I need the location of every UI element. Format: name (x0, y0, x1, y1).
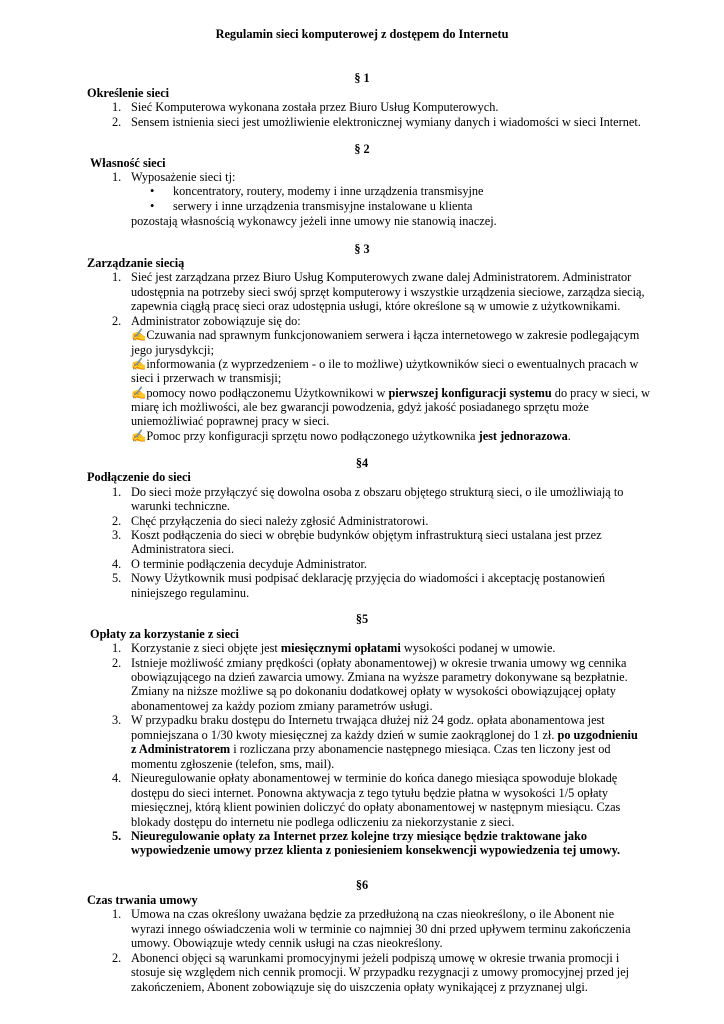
list-item-line: Istnieje możliwość zmiany prędkości (opłaty abonamentowej) w okresie trwania umowy wg cennika (131, 656, 627, 670)
list-number: 1. (112, 485, 122, 499)
list-number: 5. (112, 571, 122, 585)
duty-line: ✍Pomoc przy konfiguracji sprzętu nowo podłączonego użytkownika jest jednorazowa. (131, 429, 571, 443)
section-3-sign: § 3 (354, 242, 370, 256)
document-title: Regulamin sieci komputerowej z dostępem do Internetu (215, 27, 509, 41)
list-item: Wyposażenie sieci tj: (131, 170, 236, 184)
hand-icon: ✍ (131, 429, 147, 443)
hand-icon: ✍ (131, 328, 147, 342)
list-item-line: Nieuregulowanie opłaty abonamentowej w terminie do końca danego miesiąca spowoduje blokadę (131, 771, 618, 785)
list-item-line: niniejszego regulaminu. (131, 586, 250, 600)
duty-line: miarę ich możliwości, ale bez gwarancji powodzenia, gdyż jakość posiadanego sprzętu może (131, 400, 589, 414)
list-number: 4. (112, 771, 122, 785)
list-item-line: obowiązującego na dzień zawarcia umowy. Zmiana na wyższe parametry dokonywane są bezpłatnie. (131, 670, 628, 684)
section-6-heading: Czas trwania umowy (87, 893, 198, 907)
list-item-line: dostępu do sieci internet. Ponowna aktywacja z tego tytułu będzie płatna w wysokości 1/5 opłaty (131, 786, 609, 800)
list-item-line: Do sieci może przyłączyć się dowolna osoba z obszaru objętego strukturą sieci, o ile umożliwiają to (131, 485, 624, 499)
list-item: Sieć Komputerowa wykonana została przez Biuro Usług Komputerowych. (131, 100, 499, 114)
section-1-sign: § 1 (354, 71, 370, 85)
list-item-line: Chęć przyłączenia do sieci należy zgłosić Administratorowi. (131, 514, 429, 528)
duty-line: ✍pomocy nowo podłączonemu Użytkownikowi w pierwszej konfiguracji systemu do pracy w sieci, w (131, 386, 651, 400)
section-6-sign: §6 (355, 878, 369, 892)
list-number: 2. (112, 951, 122, 965)
list-number: 1. (112, 270, 122, 284)
list-item-line: zapewnia ciągłą pracę sieci oraz udostępnia usługi, które określone są w umowie z użytkownikami. (131, 299, 621, 313)
list-item-line: abonamentowej za każdy poziom zmiany parametrów usługi. (131, 699, 433, 713)
list-item-line: miesięcznej, którą klient powinien doliczyć do opłaty abonamentowej w następnym miesiącu. Czas (131, 800, 621, 814)
paragraph: pozostają własnością wykonawcy jeżeli inne umowy nie stanowią inaczej. (131, 214, 497, 228)
list-number: 2. (112, 656, 122, 670)
bullet-icon: • (150, 199, 155, 213)
list-item-line: momentu zgłoszenie (telefon, sms, mail). (131, 757, 335, 771)
duty-line: ✍Czuwania nad sprawnym funkcjonowaniem serwera i łącza internetowego w zakresie podlegającym (131, 328, 640, 342)
duty-line: ✍informowania (z wyprzedzeniem - o ile to możliwe) użytkowników sieci o ewentualnych pracach w (131, 357, 639, 371)
list-number: 4. (112, 557, 122, 571)
list-number: 3. (112, 713, 122, 727)
section-1-heading: Określenie sieci (87, 86, 170, 100)
duty-line: jego jurysdykcji; (131, 343, 214, 357)
duty-line: uniemożliwiać poprawnej pracy w sieci. (131, 414, 330, 428)
list-item-line: umowy. Obowiązuje wtedy cennik usługi na czas nieokreślony. (131, 936, 443, 950)
list-item-line: wyrazi innego oświadczenia woli w terminie co najmniej 30 dni przed upływem terminu zakończenia (131, 922, 631, 936)
list-item-line: O terminie podłączenia decyduje Administrator. (131, 557, 367, 571)
section-2-sign: § 2 (354, 142, 370, 156)
list-number: 2. (112, 115, 122, 129)
list-item-line: Nieuregulowanie opłaty za Internet przez kolejne trzy miesiące będzie traktowane jako (131, 829, 588, 843)
list-item-line: stosuje się względem nich cennik promocji. W przypadku rezygnacji z umowy promocyjnej przed jej (131, 965, 630, 979)
duty-line: sieci i przerwach w transmisji; (131, 371, 282, 385)
bullet-icon: • (150, 184, 155, 198)
list-number: 3. (112, 528, 122, 542)
list-item-line: z Administratorem i rozliczana przy abonamencie następnego miesiąca. Czas ten liczony jest od (131, 742, 611, 756)
list-number: 1. (112, 170, 122, 184)
list-number: 1. (112, 100, 122, 114)
section-5-heading: Opłaty za korzystanie z sieci (90, 627, 239, 641)
list-item: Sensem istnienia sieci jest umożliwienie elektronicznej wymiany danych i wiadomości w sieci Internet. (131, 115, 641, 129)
section-3-heading: Zarządzanie siecią (87, 256, 185, 270)
bullet-item: serwery i inne urządzenia transmisyjne instalowane u klienta (173, 199, 473, 213)
list-item-line: warunki techniczne. (131, 499, 231, 513)
hand-icon: ✍ (131, 357, 147, 371)
section-2-heading: Własność sieci (90, 156, 166, 170)
list-item-line: Koszt podłączenia do sieci w obrębie budynków objętym infrastrukturą sieci ustalana jest przez (131, 528, 602, 542)
list-number: 5. (112, 829, 122, 843)
list-number: 2. (112, 514, 122, 528)
list-item-line: Abonenci objęci są warunkami promocyjnymi jeżeli podpiszą umowę w okresie trwania promocji i (131, 951, 620, 965)
list-number: 2. (112, 314, 122, 328)
list-number: 1. (112, 907, 122, 921)
section-4-heading: Podłączenie do sieci (87, 470, 191, 484)
list-item: Administrator zobowiązuje się do: (131, 314, 301, 328)
section-4-sign: §4 (355, 456, 369, 470)
list-item-line: W przypadku braku dostępu do Internetu trwająca dłużej niż 24 godz. opłata abonamentowa jest (131, 713, 605, 727)
list-item-line: zakończeniem, Abonent zobowiązuje się do uiszczenia opłaty wynikającej z przyznanej ulgi. (131, 980, 588, 994)
list-item-line: wypowiedzenie umowy przez klienta z poniesieniem konsekwencji wypowiedzenia tej umowy. (131, 843, 621, 857)
list-item-line: Korzystanie z sieci objęte jest miesięcznymi opłatami wysokości podanej w umowie. (131, 641, 556, 655)
list-item-line: Nowy Użytkownik musi podpisać deklarację przyjęcia do wiadomości i akceptację postanowień (131, 571, 605, 585)
list-item-line: Zmiany na niższe możliwe są po dokonaniu dodatkowej opłaty w wysokości obowiązującej opłaty (131, 684, 616, 698)
list-item-line: pomniejszana o 1/30 kwoty miesięcznej za każdy dzień w sumie zaokrąglonej do 1 zł. po uzgodnieniu (131, 728, 638, 742)
section-5-sign: §5 (355, 612, 369, 626)
list-item-line: blokady dostępu do internetu nie podlega odliczeniu za niekorzystanie z sieci. (131, 815, 515, 829)
list-item-line: udostępnia na potrzeby sieci swój sprzęt komputerowy i wszystkie urządzenia sieciowe, zarządza siecią, (131, 285, 645, 299)
list-item-line: Administratora sieci. (131, 542, 235, 556)
list-item-line: Umowa na czas określony uważana będzie za przedłużoną na czas nieokreślony, o ile Abonent nie (131, 907, 615, 921)
hand-icon: ✍ (131, 386, 147, 400)
list-item-line: Sieć jest zarządzana przez Biuro Usług Komputerowych zwane dalej Administratorem. Administrator (131, 270, 632, 284)
bullet-item: koncentratory, routery, modemy i inne urządzenia transmisyjne (173, 184, 484, 198)
list-number: 1. (112, 641, 122, 655)
